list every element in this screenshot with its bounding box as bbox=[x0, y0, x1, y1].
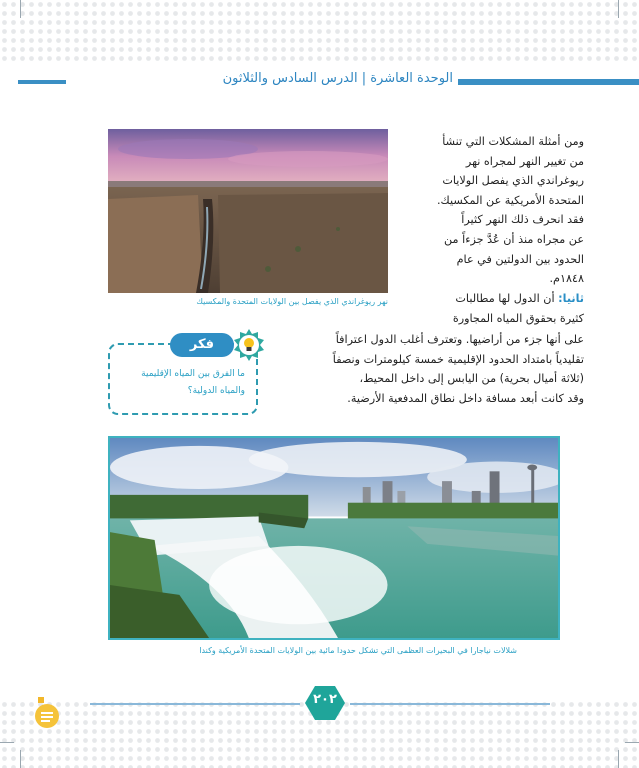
corner-mark bbox=[618, 0, 619, 18]
paragraph-rio-grande bbox=[398, 132, 584, 289]
text-line: ١٨٤٨م. bbox=[549, 272, 584, 286]
corner-mark bbox=[618, 750, 619, 768]
text-line bbox=[398, 289, 584, 309]
text-line: فقد انحرف ذلك النهر كثيراً bbox=[461, 213, 584, 227]
publisher-logo-icon bbox=[32, 695, 62, 729]
footer-line bbox=[350, 703, 550, 705]
footer-line bbox=[90, 703, 300, 705]
header-accent-bar-small bbox=[18, 80, 66, 84]
header-accent-bar bbox=[458, 79, 639, 85]
text-line: ما الفرق بين المياه الإقليمية bbox=[141, 369, 245, 379]
corner-mark bbox=[625, 742, 639, 743]
unit-lesson-title: الوحدة العاشرة | الدرس السادس والثلاثون bbox=[222, 71, 453, 86]
second-point-label: ثانيا: bbox=[558, 292, 584, 305]
text-line: من تغيير النهر لمجراه نهر bbox=[465, 154, 584, 168]
think-label: فكر bbox=[170, 333, 234, 357]
text-line: ومن أمثلة المشكلات التي تنشأ bbox=[442, 135, 584, 148]
text-line: الحدود بين الدولتين في عام bbox=[456, 252, 584, 266]
corner-mark bbox=[20, 750, 21, 768]
text-line: على أنها جزء من أراضيها. وتعترف أغلب الدول اعترافاً bbox=[335, 333, 584, 346]
corner-mark bbox=[0, 742, 14, 743]
think-question-text bbox=[115, 366, 245, 400]
lightbulb-icon bbox=[232, 328, 266, 362]
top-dot-pattern bbox=[0, 0, 639, 62]
text-line: والمياه الدولية؟ bbox=[187, 386, 245, 396]
text-line: (ثلاثة أميال بحرية) من اليابس إلى داخل المحيط، bbox=[359, 372, 584, 386]
text-line: ريوغراندي الذي يفصل الولايات bbox=[442, 174, 584, 188]
text-line: كثيرة بحقوق المياه المجاورة bbox=[452, 311, 584, 325]
text-line: عن مجراه منذ أن عُدَّ جزءاً من bbox=[444, 232, 584, 246]
paragraph-territorial-waters bbox=[262, 330, 584, 408]
text-line: تقليدياً بامتداد الحدود الإقليمية خمسة كيلومترات ونصفاً bbox=[332, 352, 584, 366]
text-line: المتحدة الأمريكية عن المكسيك. bbox=[437, 193, 584, 207]
page-number: ٢٠٢ bbox=[313, 692, 337, 707]
paragraph-second-intro bbox=[398, 289, 584, 328]
text-line: وقد كانت أبعد مسافة داخل نطاق المدفعية الأرضية. bbox=[347, 391, 584, 405]
text-fragment: أن الدول لها مطالبات bbox=[455, 292, 559, 305]
rio-grande-canyon-photo bbox=[108, 129, 388, 293]
corner-mark bbox=[20, 0, 21, 18]
canyon-photo-caption: نهر ريوغراندي الذي يفصل بين الولايات المتحدة والمكسيك bbox=[196, 297, 388, 306]
niagara-falls-photo bbox=[108, 436, 560, 640]
falls-photo-caption: شلالات نياجارا في البحيرات العظمى التي تشكل حدودا مائية بين الولايات المتحدة الأمريكية وكندا bbox=[199, 646, 517, 655]
